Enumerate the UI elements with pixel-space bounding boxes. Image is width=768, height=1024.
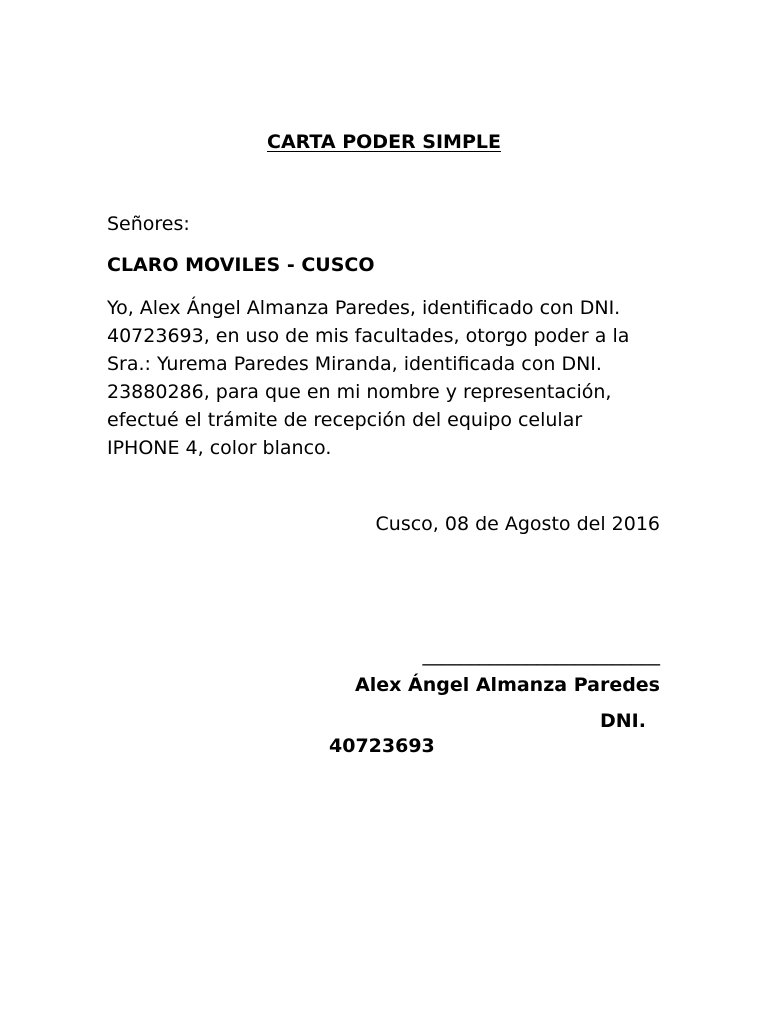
signature-line: _________________________ (422, 644, 660, 666)
recipient: CLARO MOVILES - CUSCO (107, 254, 375, 276)
date-line: Cusco, 08 de Agosto del 2016 (375, 513, 660, 535)
dni-number: 40723693 (329, 735, 435, 757)
signer-name: Alex Ángel Almanza Paredes (355, 674, 660, 696)
dni-label: DNI. (600, 710, 646, 732)
body-line: IPHONE 4, color blanco. (107, 437, 332, 459)
salutation: Señores: (107, 213, 190, 235)
document-title: CARTA PODER SIMPLE (267, 131, 501, 153)
body-line: efectué el trámite de recepción del equipo celular (107, 409, 583, 431)
body-line: Sra.: Yurema Paredes Miranda, identificada con DNI. (107, 353, 602, 375)
body-line: Yo, Alex Ángel Almanza Paredes, identificado con DNI. (107, 297, 621, 319)
body-line: 40723693, en uso de mis facultades, otorgo poder a la (107, 325, 630, 347)
body-line: 23880286, para que en mi nombre y representación, (107, 381, 612, 403)
letter-body (107, 294, 667, 462)
